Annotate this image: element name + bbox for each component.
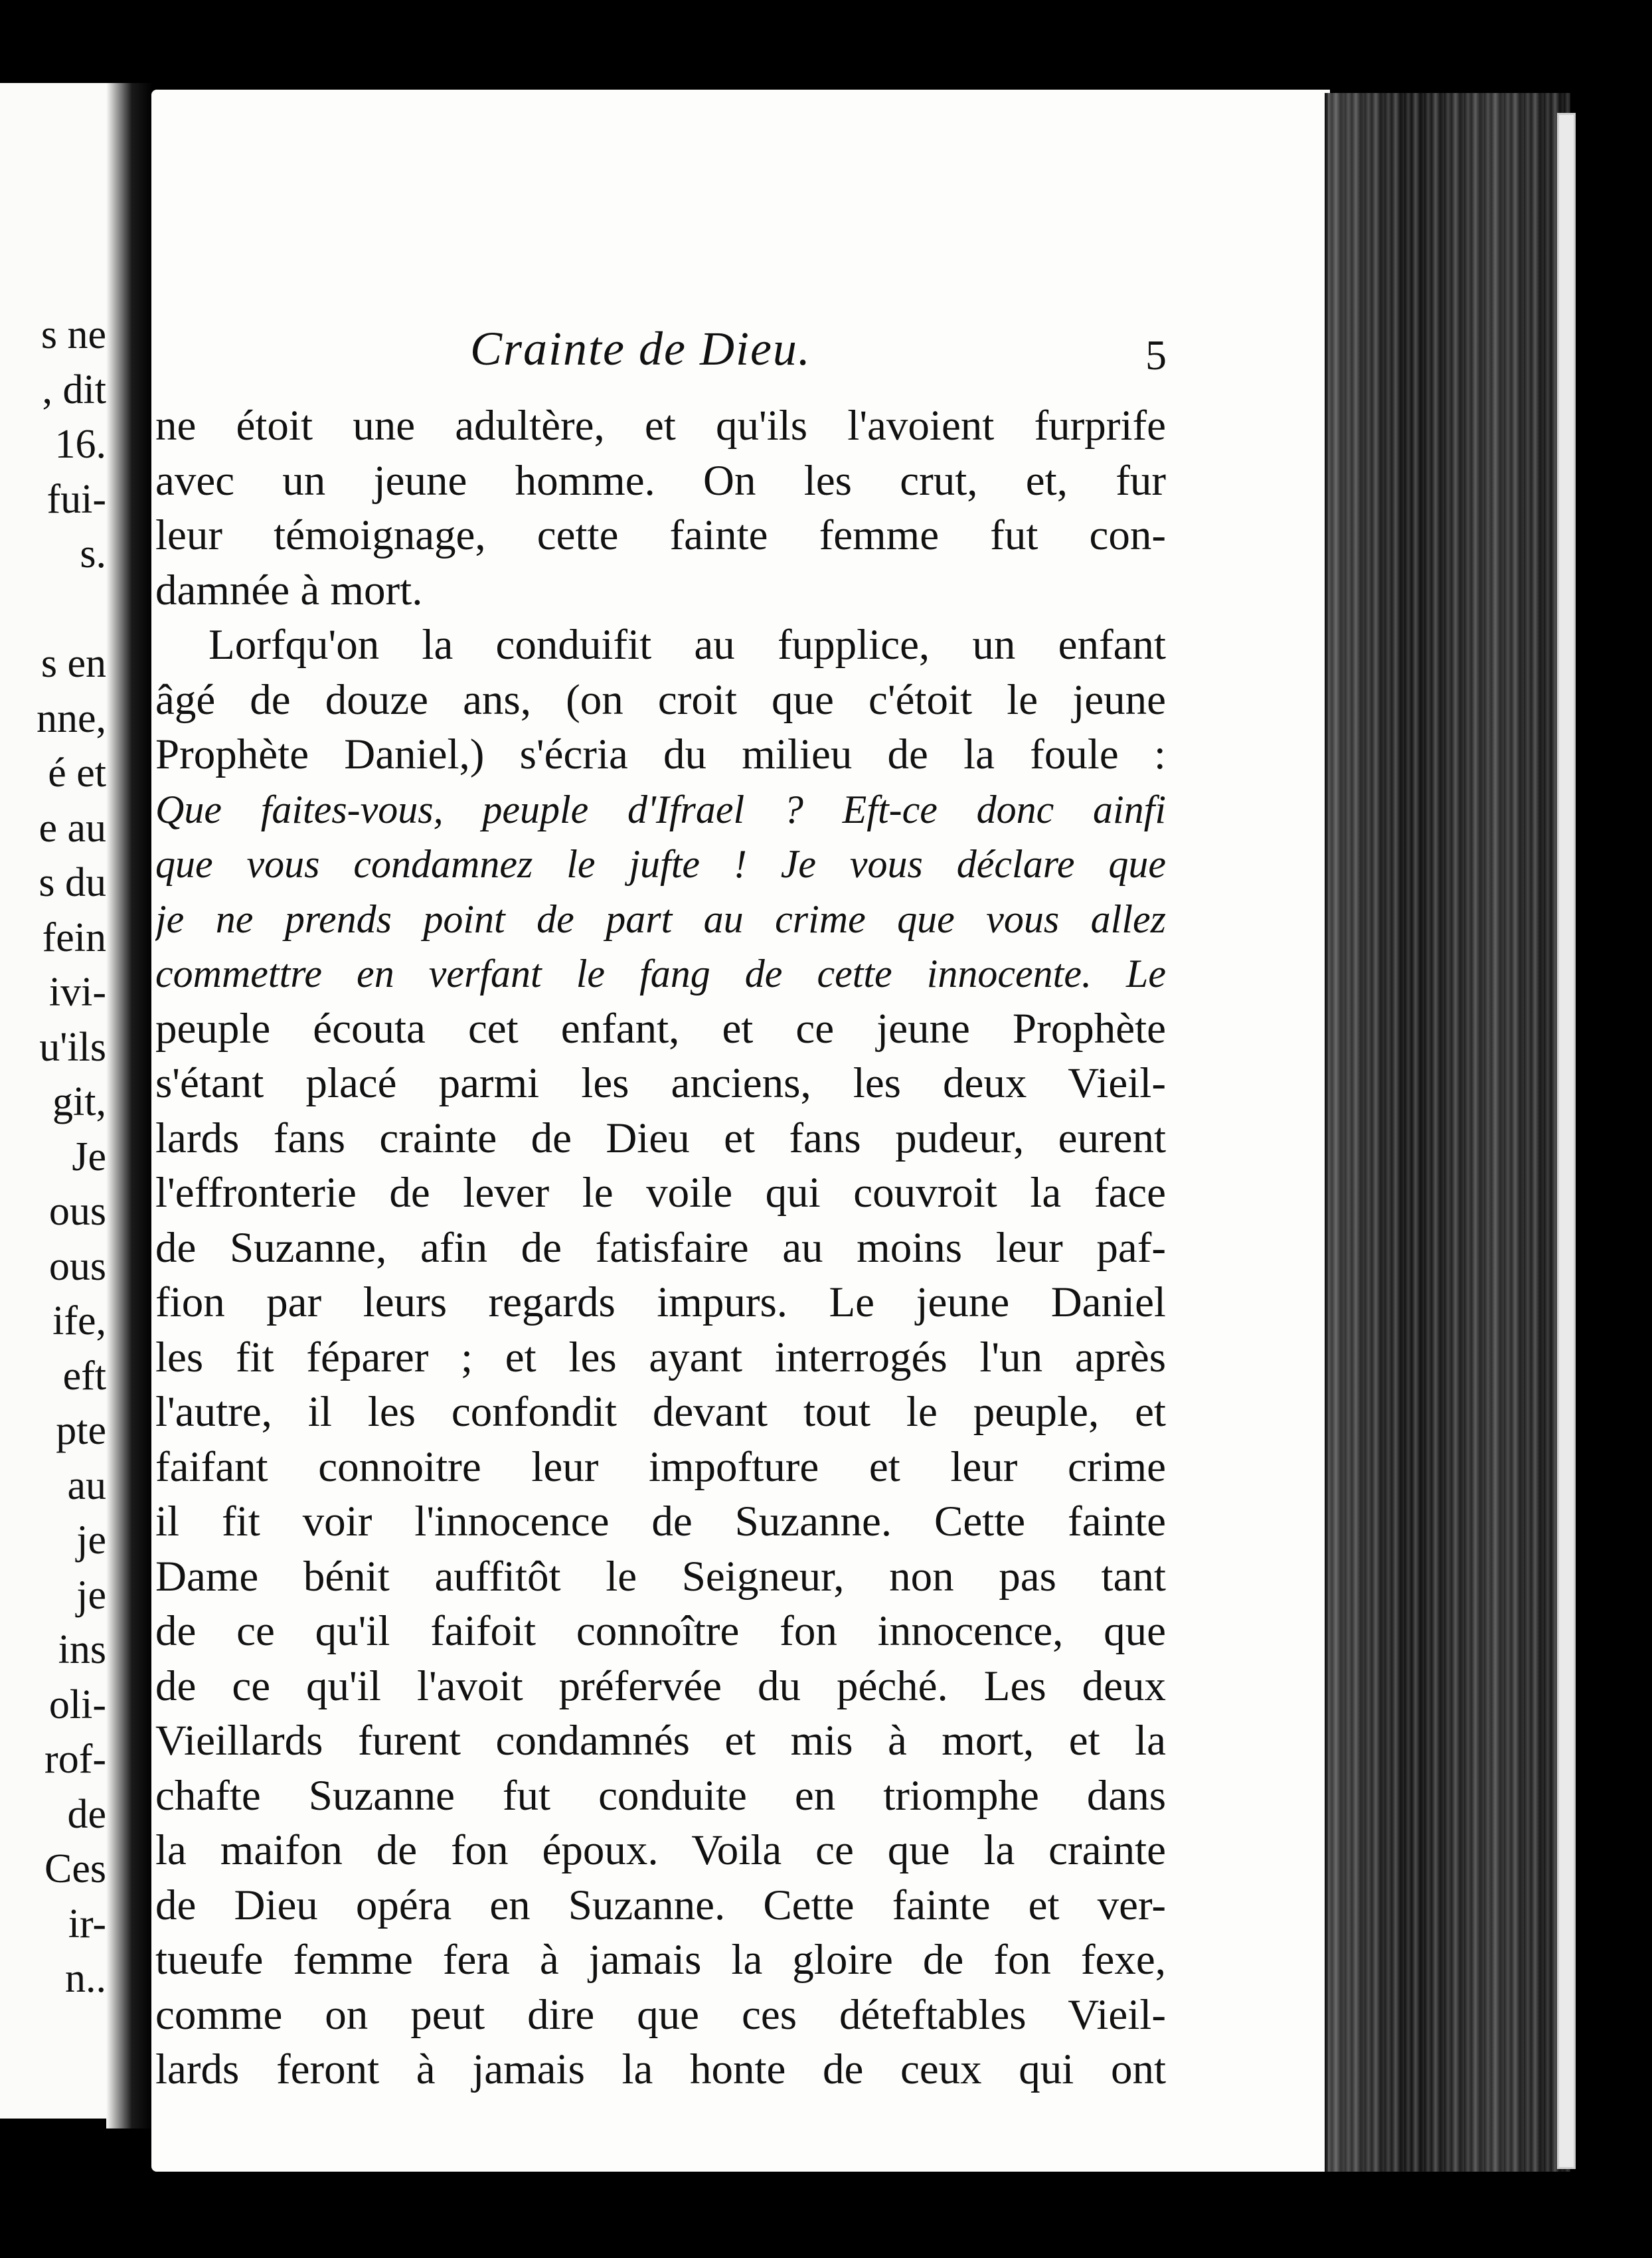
page-header-title: Crainte de Dieu. <box>470 322 811 375</box>
text-line: de Dieu opéra en Suzanne. Cette fainte et ver- <box>155 1881 1166 1929</box>
right-page <box>151 90 1330 2172</box>
left-page-line: eft <box>62 1353 106 1399</box>
text-line: avec un jeune homme. On les crut, et, fur <box>155 456 1166 505</box>
left-page-line: au <box>67 1462 106 1508</box>
text-line: de ce qu'il l'avoit préfervée du péché. Les deux <box>155 1662 1166 1710</box>
left-page-line: n.. <box>65 1956 106 2001</box>
text-line: leur témoignage, cette fainte femme fut con- <box>155 511 1166 559</box>
text-line: Dame bénit auffitôt le Seigneur, non pas tant <box>155 1552 1166 1601</box>
body-text <box>155 398 1166 2097</box>
left-page-line: de <box>67 1791 106 1837</box>
left-page-line: ous <box>48 1189 106 1234</box>
text-line: que vous condamnez le jufte ! Je vous déclare que <box>155 842 1166 886</box>
left-page-line: s. <box>80 531 106 576</box>
page-edges-highlight <box>1328 93 1567 2172</box>
text-line: Prophète Daniel,) s'écria du milieu de la foule : <box>155 731 1166 778</box>
left-page-line: 16. <box>54 422 106 467</box>
left-page-line: ins <box>58 1627 106 1672</box>
left-page-line: s ne <box>41 312 106 357</box>
text-line: damnée à mort. <box>155 566 423 614</box>
left-page-line: u'ils <box>39 1024 106 1070</box>
text-line: s'étant placé parmi les anciens, les deux Vieil- <box>155 1059 1166 1107</box>
left-page-line: rof- <box>44 1737 106 1782</box>
text-line: la maifon de fon époux. Voila ce que la crainte <box>155 1826 1166 1874</box>
running-head <box>151 312 1330 392</box>
text-line: de ce qu'il faifoit connoître fon innocence, que <box>155 1607 1166 1655</box>
text-line: ne étoit une adultère, et qu'ils l'avoient furprife <box>155 402 1166 450</box>
back-cover-edge <box>1557 113 1576 2169</box>
text-line: âgé de douze ans, (on croit que c'étoit le jeune <box>155 675 1166 724</box>
text-line: commettre en verfant le fang de cette innocente. Le <box>155 952 1166 996</box>
left-page-line: git, <box>52 1079 106 1124</box>
text-line: lards feront à jamais la honte de ceux qui ont <box>155 2045 1166 2093</box>
text-line: Que faites-vous, peuple d'Ifrael ? Eft-ce donc ainfi <box>155 787 1166 831</box>
text-line: l'autre, il les confondit devant tout le peuple, et <box>155 1388 1166 1436</box>
text-line: de Suzanne, afin de fatisfaire au moins leur paf- <box>155 1223 1166 1272</box>
text-line: peuple écouta cet enfant, et ce jeune Prophète <box>155 1004 1166 1053</box>
text-line: il fit voir l'innocence de Suzanne. Cette fainte <box>155 1498 1166 1545</box>
text-line: l'effronterie de lever le voile qui couvroit la face <box>155 1169 1166 1217</box>
text-line: je ne prends point de part au crime que vous allez <box>155 897 1166 941</box>
page-number: 5 <box>1145 331 1167 379</box>
left-page-line: je <box>76 1572 106 1618</box>
left-page-line: ir- <box>68 1901 106 1947</box>
text-line: chafte Suzanne fut conduite en triomphe dans <box>155 1771 1166 1820</box>
left-page-line: fein <box>42 914 106 960</box>
left-page-line <box>0 582 106 637</box>
book-gutter <box>106 83 153 2128</box>
left-page-line: nne, <box>36 695 106 741</box>
left-page-line: ivi- <box>48 970 106 1015</box>
left-page-line: s en <box>41 641 106 686</box>
left-page-line: Ces <box>44 1846 106 1891</box>
left-page-line: fui- <box>46 476 106 522</box>
left-page-line: oli- <box>48 1682 106 1727</box>
left-page-line: ous <box>48 1243 106 1289</box>
text-line: Vieillards furent condamnés et mis à mort, et la <box>155 1717 1166 1765</box>
text-line: fion par leurs regards impurs. Le jeune Daniel <box>155 1278 1166 1326</box>
left-page-line: s du <box>39 860 106 905</box>
text-line: comme on peut dire que ces déteftables Vieil- <box>155 1990 1166 2039</box>
left-page-line: é et <box>48 750 106 796</box>
left-page-line: pte <box>56 1408 106 1453</box>
text-line: lards fans crainte de Dieu et fans pudeur, eurent <box>155 1114 1166 1162</box>
left-page-line: , dit <box>42 367 106 412</box>
left-page-line: je <box>76 1518 106 1563</box>
left-page-line: ife, <box>52 1298 106 1344</box>
left-page-text <box>0 307 106 2006</box>
left-page-line: Je <box>72 1134 106 1179</box>
text-line: Lorfqu'on la conduifit au fupplice, un enfant <box>208 621 1166 669</box>
text-line: faifant connoitre leur impofture et leur crime <box>155 1442 1166 1491</box>
text-line: les fit féparer ; et les ayant interrogés l'un après <box>155 1333 1166 1381</box>
left-page-line: e au <box>39 805 106 851</box>
text-line: tueufe femme fera à jamais la gloire de fon fexe, <box>155 1936 1166 1984</box>
